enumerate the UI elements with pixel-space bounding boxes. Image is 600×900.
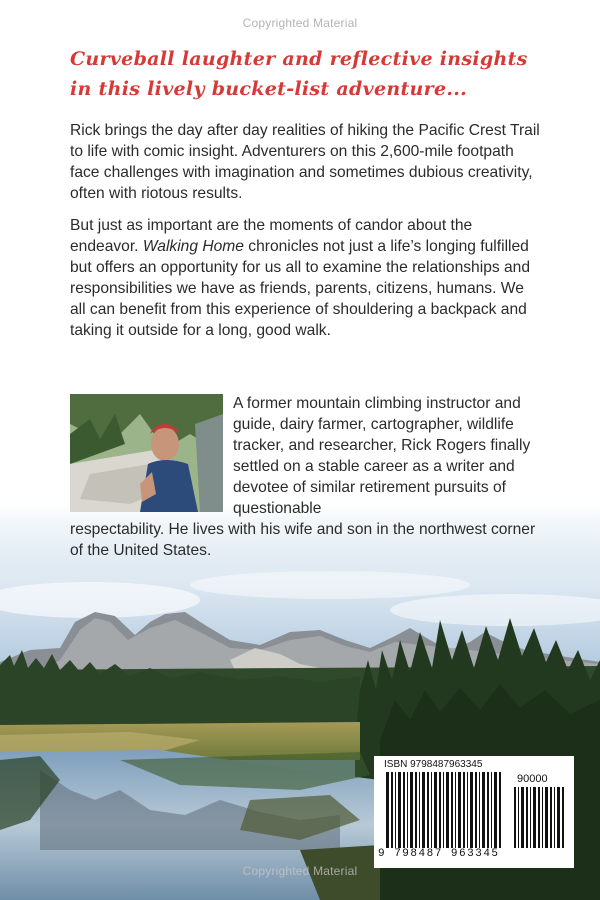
barcode-bar (395, 772, 396, 848)
barcode-bar (533, 787, 536, 848)
tagline-heading: Curveball laughter and reflective insights in this lively bucket-list adventure... (70, 48, 528, 100)
isbn-label: ISBN 9798487963345 (384, 759, 483, 770)
barcode-bar (451, 772, 453, 848)
barcode-bar (443, 772, 444, 848)
barcode-bar (455, 772, 456, 848)
price-code: 90000 (517, 773, 548, 785)
barcode-bar (463, 772, 465, 848)
barcode-bar (542, 787, 543, 848)
barcode-bar (403, 772, 405, 848)
barcode-bar (410, 772, 413, 848)
barcode-bar (499, 772, 501, 848)
barcode-bar (415, 772, 417, 848)
barcode-bar (521, 787, 524, 848)
barcode-bar (434, 772, 437, 848)
barcode-bar (494, 772, 497, 848)
barcode-bar (439, 772, 441, 848)
barcode-bar (554, 787, 555, 848)
barcode-bar (458, 772, 461, 848)
barcode-bar (557, 787, 560, 848)
barcode-bar (482, 772, 485, 848)
paragraph-2-start: But just as important are the moments of candor about the endeavor. (70, 217, 473, 255)
author-bio-part-1: A former mountain climbing instructor and guide, dairy farmer, cartographer, wildlife tracker, and researcher, Rick Rogers finally settled on a stable career as a writer and devotee of similar retirement pursuits of questionable (233, 395, 531, 517)
isbn-barcode (374, 756, 574, 868)
barcode-bar (538, 787, 540, 848)
barcode-bar (419, 772, 420, 848)
barcode-bar (545, 787, 548, 848)
barcode-bar (470, 772, 473, 848)
barcode-bar (391, 772, 393, 848)
barcode-bar (491, 772, 492, 848)
barcode-bar (398, 772, 401, 848)
barcode-bar (562, 787, 564, 848)
barcode-bar (487, 772, 489, 848)
barcode-bar (526, 787, 528, 848)
barcode-bar (550, 787, 552, 848)
barcode-bar (479, 772, 480, 848)
barcode-bar (386, 772, 389, 848)
description-paragraph-1: Rick brings the day after day realities of hiking the Pacific Crest Trail to life with comic insight. Adventurers on this 2,600-mile footpath face challenges with imagination and sometimes dubious creativity, often with riotous results. (70, 122, 540, 202)
author-photo (70, 394, 223, 512)
copyright-watermark-bottom: Copyrighted Material (242, 864, 358, 878)
barcode-bar (446, 772, 449, 848)
author-bio-part-2: respectability. He lives with his wife and son in the northwest corner of the United States. (70, 521, 536, 559)
copyright-watermark-top: Copyrighted Material (242, 16, 358, 30)
barcode-bar (422, 772, 425, 848)
paragraph-2-end: chronicles not just a life’s longing fulfilled but offers an opportunity for us all to examine the relationships and responsibilities we have as friends, parents, citizens, humans. We all can benefit from this experience of shouldering a backpack and taking it outside for a long, good walk. (70, 238, 531, 339)
isbn-digits: 9 798487 963345 (378, 848, 500, 860)
barcode-bar (427, 772, 429, 848)
barcode-bar (467, 772, 468, 848)
description-paragraph-2 (70, 215, 540, 341)
barcode-bar (518, 787, 519, 848)
barcode-bar (407, 772, 408, 848)
barcode-bar (514, 787, 516, 848)
book-title-italic: Walking Home (142, 238, 244, 255)
barcode-bar (475, 772, 477, 848)
barcode-bar (530, 787, 531, 848)
barcode-bar (431, 772, 432, 848)
